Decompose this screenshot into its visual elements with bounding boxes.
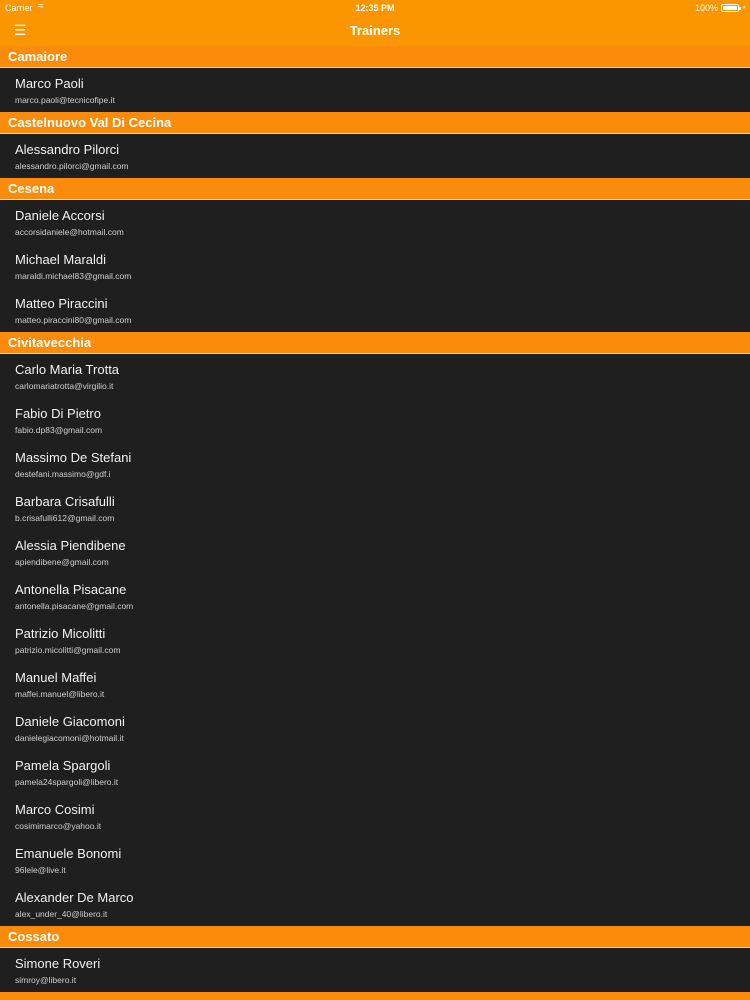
trainer-row[interactable]	[0, 750, 750, 794]
trainer-row[interactable]	[0, 838, 750, 882]
trainer-name: Simone Roveri	[15, 956, 101, 971]
trainer-row[interactable]	[0, 486, 750, 530]
trainer-name: Marco Paoli	[15, 76, 84, 91]
section-header: Cesena	[0, 178, 750, 200]
trainer-email: marco.paoli@tecnicofipe.it	[15, 95, 115, 105]
hamburger-menu-icon[interactable]: ☰	[13, 22, 27, 38]
trainer-row[interactable]	[0, 200, 750, 244]
trainer-email: destefani.massimo@gdf.i	[15, 469, 111, 479]
trainer-email: alex_under_40@libero.it	[15, 909, 108, 919]
trainer-row[interactable]	[0, 288, 750, 332]
status-time: 12:35 PM	[355, 3, 395, 13]
section-header: Camaiore	[0, 46, 750, 68]
trainer-name: Antonella Pisacane	[15, 582, 127, 597]
battery-icon	[721, 4, 739, 12]
trainer-name: Manuel Maffei	[15, 670, 97, 685]
trainer-row[interactable]	[0, 68, 750, 112]
trainer-name: Emanuele Bonomi	[15, 846, 122, 861]
trainer-name: Massimo De Stefani	[15, 450, 132, 465]
trainer-row[interactable]	[0, 442, 750, 486]
trainer-email: alessandro.pilorci@gmail.com	[15, 161, 129, 171]
trainer-email: b.crisafulli612@gmail.com	[15, 513, 115, 523]
trainer-row[interactable]	[0, 574, 750, 618]
trainer-name: Daniele Giacomoni	[15, 714, 125, 729]
trainer-row[interactable]	[0, 618, 750, 662]
trainer-name: Michael Maraldi	[15, 252, 107, 267]
trainer-row[interactable]	[0, 134, 750, 178]
trainer-name: Marco Cosimi	[15, 802, 95, 817]
charging-icon: ⋆	[741, 2, 747, 12]
trainer-name: Daniele Accorsi	[15, 208, 105, 223]
trainer-email: simroy@libero.it	[15, 975, 77, 985]
trainer-name: Alexander De Marco	[15, 890, 134, 905]
carrier-label: Carrier	[5, 3, 33, 13]
trainer-email: pamela24spargoli@libero.it	[15, 777, 119, 787]
trainer-email: fabio.dp83@gmail.com	[15, 425, 103, 435]
trainer-email: patrizio.micolitti@gmail.com	[15, 645, 121, 655]
navigation-bar	[0, 0, 750, 46]
trainer-name: Fabio Di Pietro	[15, 406, 101, 421]
trainer-email: cosimimarco@yahoo.it	[15, 821, 102, 831]
trainer-row[interactable]	[0, 244, 750, 288]
trainer-name: Alessandro Pilorci	[15, 142, 120, 157]
trainer-name: Carlo Maria Trotta	[15, 362, 120, 377]
page-title: Trainers	[349, 23, 401, 38]
battery-percentage: 100%	[694, 3, 718, 13]
trainer-name: Pamela Spargoli	[15, 758, 111, 773]
trainer-row[interactable]	[0, 882, 750, 926]
trainer-row[interactable]	[0, 530, 750, 574]
trainer-row[interactable]	[0, 706, 750, 750]
trainer-email: accorsidaniele@hotmail.com	[15, 227, 124, 237]
trainer-row[interactable]	[0, 354, 750, 398]
trainer-list	[0, 46, 750, 1000]
status-bar	[0, 0, 750, 16]
trainer-name: Alessia Piendibene	[15, 538, 126, 553]
trainer-row[interactable]	[0, 948, 750, 992]
trainer-email: matteo.piraccini80@gmail.com	[15, 315, 132, 325]
trainer-email: apiendibene@gmail.com	[15, 557, 109, 567]
trainer-email: antonella.pisacane@gmail.com	[15, 601, 134, 611]
trainer-name: Barbara Crisafulli	[15, 494, 115, 509]
section-header: Cossato	[0, 926, 750, 948]
trainer-row[interactable]	[0, 398, 750, 442]
trainer-row[interactable]	[0, 794, 750, 838]
trainer-email: maffei.manuel@libero.it	[15, 689, 105, 699]
trainer-row[interactable]	[0, 662, 750, 706]
section-header	[0, 992, 750, 1000]
trainer-name: Matteo Piraccini	[15, 296, 108, 311]
trainer-name: Patrizio Micolitti	[15, 626, 106, 641]
section-header: Castelnuovo Val Di Cecina	[0, 112, 750, 134]
section-header: Civitavecchia	[0, 332, 750, 354]
trainer-email: carlomariatrotta@virgilio.it	[15, 381, 114, 391]
trainer-email: danielegiacomoni@hotmail.it	[15, 733, 124, 743]
wifi-icon: ≈	[38, 1, 44, 12]
trainer-email: maraldi.michael83@gmail.com	[15, 271, 132, 281]
trainer-email: 96lele@live.it	[15, 865, 66, 875]
